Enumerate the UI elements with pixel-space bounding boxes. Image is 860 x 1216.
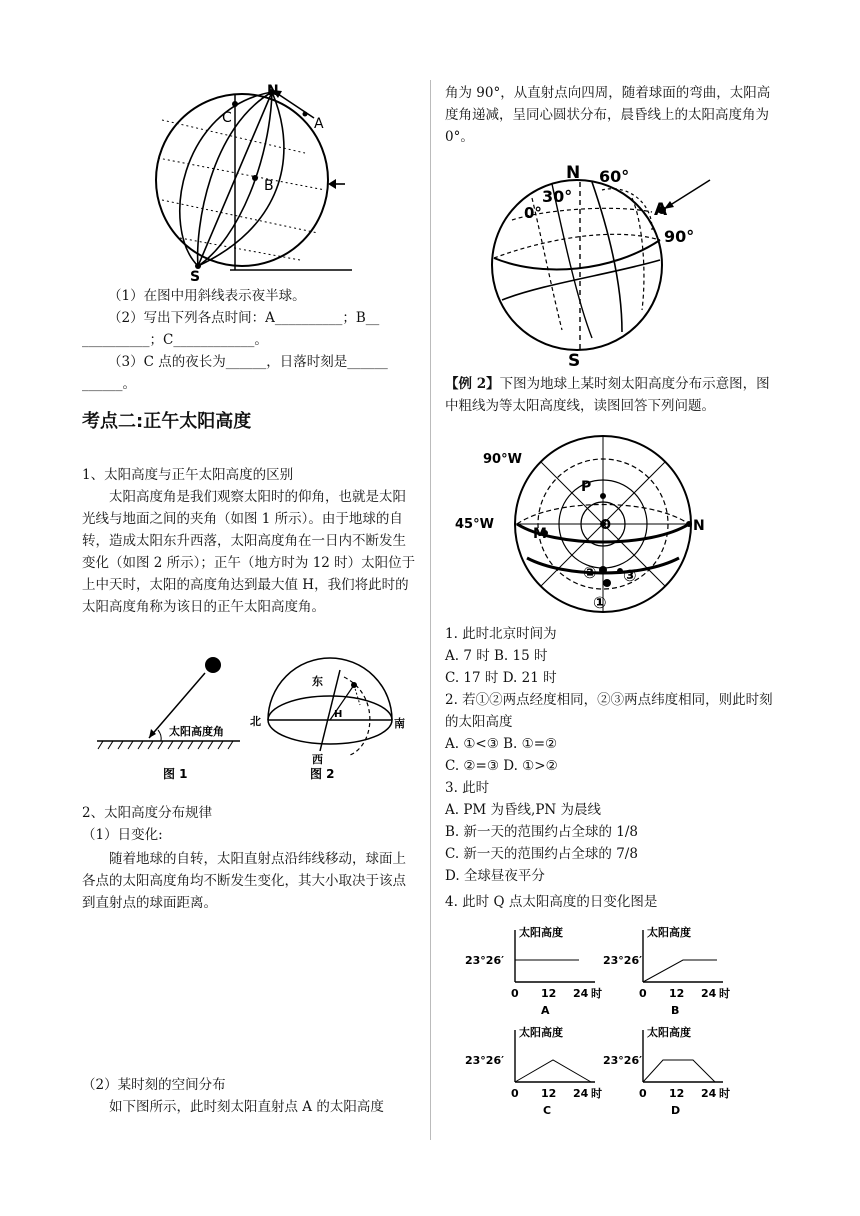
graph-d-unit: 时 xyxy=(719,1087,730,1100)
figure-1-solar-angle xyxy=(95,655,245,785)
question-2a: （2）写出下列各点时间：A__________；B__ xyxy=(108,310,380,326)
polar-90w: 90°W xyxy=(483,452,522,467)
graph-b-ylabel: 太阳高度 xyxy=(647,926,691,939)
globe-0: 0° xyxy=(524,204,542,222)
graph-a-t0: 0 xyxy=(511,987,519,1000)
example-2-text: 下图为地球上某时刻太阳高度分布示意图，图中粗线为等太阳高度线，读图回答下列问题。 xyxy=(445,376,770,414)
graph-a-ylabel: 太阳高度 xyxy=(519,926,563,939)
graph-c-t12: 12 xyxy=(541,1087,557,1100)
ex2-q1-options-1: A. 7 时 B. 15 时 xyxy=(445,648,548,664)
label-b: B xyxy=(264,178,274,194)
graph-c-t0: 0 xyxy=(511,1087,519,1100)
ex2-q3-option-c: C. 新一天的范围约占全球的 7/8 xyxy=(445,846,638,862)
ex2-q2-options-2: C. ②=③ D. ①>② xyxy=(445,758,558,774)
label-s: S xyxy=(190,269,201,285)
fig2-caption: 图 2 xyxy=(310,767,335,781)
graph-a-unit: 时 xyxy=(591,987,602,1000)
figure-2-sun-path xyxy=(250,655,410,785)
globe-n: N xyxy=(566,163,581,183)
label-a: A xyxy=(314,116,324,132)
graph-c-unit: 时 xyxy=(591,1087,602,1100)
sec2-body2: 如下图所示，此时刻太阳直射点 A 的太阳高度 xyxy=(109,1099,384,1115)
ex2-q3-option-a: A. PM 为昏线,PN 为晨线 xyxy=(445,802,602,818)
right-continuation: 角为 90°，从直射点向四周，随着球面的弯曲，太阳高度角递减，呈同心圆状分布，晨昏线上的太阳高度角为 0°。 xyxy=(445,85,771,145)
example-2-tag: 【例 2】 xyxy=(445,376,500,392)
graph-b-yval: 23°26′ xyxy=(603,954,643,967)
sec2-title: 2、太阳高度分布规律 xyxy=(82,805,213,821)
graph-d-t0: 0 xyxy=(639,1087,647,1100)
polar-point-2: ② xyxy=(583,563,597,582)
ex2-question-2: 2. 若①②两点经度相同，②③两点纬度相同，则此时刻的太阳高度 xyxy=(445,692,773,730)
fig1-angle-label: 太阳高度角 xyxy=(169,725,224,738)
graph-c-label: C xyxy=(543,1104,552,1117)
graph-c-yval: 23°26′ xyxy=(465,1054,505,1067)
graph-c-t24: 24 xyxy=(573,1087,589,1100)
globe-a: A xyxy=(654,200,668,220)
graph-b-unit: 时 xyxy=(719,987,730,1000)
ex2-q3-option-b: B. 新一天的范围约占全球的 1/8 xyxy=(445,824,639,840)
fig2-north: 北 xyxy=(250,715,261,728)
fig2-south: 南 xyxy=(394,717,405,730)
polar-point-3: ③ xyxy=(623,566,637,585)
polar-45w: 45°W xyxy=(455,517,494,532)
fig1-caption: 图 1 xyxy=(163,767,188,781)
sec2-sub1: （1）日变化: xyxy=(82,827,163,843)
graphs-daily-altitude xyxy=(455,922,775,1122)
sec1-title: 1、太阳高度与正午太阳高度的区别 xyxy=(82,467,294,483)
question-3a: （3）C 点的夜长为______，日落时刻是______ xyxy=(108,354,388,370)
sec1-body: 太阳高度角是我们观察太阳时的仰角，也就是太阳光线与地面之间的夹角（如图 1 所示）。由于地球的自转，造成太阳东升西落，太阳高度角在一日内不断发生变化（如图 2 所示）；正午（地方时为 12 时）太阳位于上中天时，太阳的高度角达到最大值 H，我们将此时的太阳高度角称为该日的正午太阳高度角。 xyxy=(82,489,416,615)
question-2b: __________；C____________。 xyxy=(82,332,268,348)
ex2-q3-option-d: D. 全球昼夜平分 xyxy=(445,868,545,884)
ex2-question-1: 1. 此时北京时间为 xyxy=(445,626,557,642)
polar-n: N xyxy=(693,518,705,534)
figure-sunlit-globe xyxy=(140,78,360,283)
question-1: （1）在图中用斜线表示夜半球。 xyxy=(108,288,306,304)
graph-b-label: B xyxy=(671,1004,680,1017)
graph-a-t12: 12 xyxy=(541,987,557,1000)
example-2 xyxy=(445,373,781,417)
fig2-h: H xyxy=(334,709,343,720)
sec2-sub2: （2）某时刻的空间分布 xyxy=(82,1077,226,1093)
graph-b-t24: 24 xyxy=(701,987,717,1000)
ex2-question-4: 4. 此时 Q 点太阳高度的日变化图是 xyxy=(445,894,658,910)
graph-c-ylabel: 太阳高度 xyxy=(519,1026,563,1039)
fig2-east: 东 xyxy=(312,675,323,688)
graph-d-ylabel: 太阳高度 xyxy=(647,1026,691,1039)
figure-solar-altitude-globe xyxy=(482,160,712,370)
graph-d-t12: 12 xyxy=(669,1087,685,1100)
graph-d-t24: 24 xyxy=(701,1087,717,1100)
ex2-q1-options-2: C. 17 时 D. 21 时 xyxy=(445,670,557,686)
graph-b-t12: 12 xyxy=(669,987,685,1000)
graph-d-label: D xyxy=(671,1104,681,1117)
globe-60: 60° xyxy=(599,167,630,186)
label-n: N xyxy=(267,83,279,99)
globe-s: S xyxy=(568,351,581,371)
question-3b: ______。 xyxy=(82,376,136,392)
ex2-q2-options-1: A. ①<③ B. ①=② xyxy=(445,736,558,752)
column-divider xyxy=(430,80,431,1140)
graph-b-t0: 0 xyxy=(639,987,647,1000)
fig2-west: 西 xyxy=(312,753,323,766)
graph-a-t24: 24 xyxy=(573,987,589,1000)
polar-m: M xyxy=(533,526,547,542)
sec2-body1: 随着地球的自转，太阳直射点沿纬线移动，球面上各点的太阳高度角均不断发生变化，其大小取决于该点到直射点的球面距离。 xyxy=(82,851,406,911)
label-c: C xyxy=(222,110,232,126)
globe-90: 90° xyxy=(664,227,695,246)
polar-p: P xyxy=(581,479,592,495)
polar-o: O xyxy=(600,518,612,533)
graph-a-label: A xyxy=(541,1004,550,1017)
globe-30: 30° xyxy=(542,187,573,206)
graph-d-yval: 23°26′ xyxy=(603,1054,643,1067)
section-heading: 考点二:正午太阳高度 xyxy=(82,411,252,432)
graph-a-yval: 23°26′ xyxy=(465,954,505,967)
ex2-question-3: 3. 此时 xyxy=(445,780,490,796)
figure-polar-altitude xyxy=(455,438,715,616)
polar-point-1: ① xyxy=(593,593,607,612)
